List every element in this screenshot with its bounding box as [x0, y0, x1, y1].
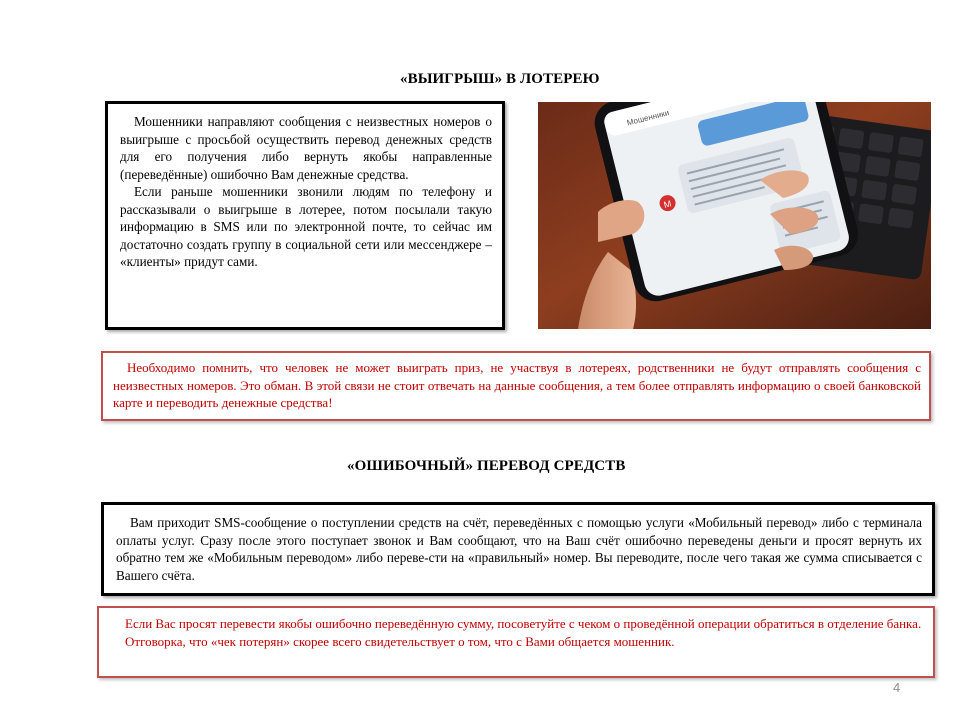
lottery-warning-text: Необходимо помнить, что человек не может выиграть приз, не участвуя в лотереях, родственники не будут отправлять сообщения с неизвестных номеров. Это обман. В этой связи не стоит отвечать на данные сообщения, а тем более отправлять информацию о своей банковской карте и переводить денежные средства!: [113, 360, 921, 410]
transfer-advice-box: [97, 606, 935, 678]
contact-name: Мошенники: [625, 108, 671, 128]
section-title-lottery: «ВЫИГРЫШ» В ЛОТЕРЕЮ: [400, 71, 600, 87]
transfer-paragraph: Вам приходит SMS-сообщение о поступлении средств на счёт, переведённых с помощью услуги «Мобильный перевод» либо с терминала оплаты услуг. Сразу после этого поступает звонок и Вам сообщают, что на Ваш счёт ошибочно переведены деньги и просят вернуть их обратно тем же «Мобильным переводом» либо переве-сти на «правильный» номер. Вы переводите, после чего такая же сумма списывается с Вашего счёта.: [116, 515, 922, 583]
section-title-erroneous-transfer: «ОШИБОЧНЫЙ» ПЕРЕВОД СРЕДСТВ: [347, 458, 626, 474]
transfer-advice-2: Отговорка, что «чек потерян» скорее всего свидетельствует о том, что с Вами общается мошенник.: [125, 633, 675, 649]
lottery-paragraph-2: Если раньше мошенники звонили людям по телефону и рассказывали о выигрыше в лотерее, потом посылали такую информацию в SMS или по электронной почте, то сейчас им достаточно создать группу в социальной сети или мессенджере – «клиенты» придут сами.: [120, 184, 492, 269]
page-number: 4: [893, 680, 901, 695]
transfer-advice-1: Если Вас просят перевести якобы ошибочно переведённую сумму, посоветуйте с чеком о проведённой операции обратиться в отделение банка.: [125, 616, 922, 631]
sender-initial: М: [662, 198, 673, 210]
lottery-description-box: [105, 101, 505, 330]
transfer-description-box: [101, 502, 935, 596]
lottery-paragraph-1: Мошенники направляют сообщения с неизвестных номеров о выигрыше с просьбой осуществить перевод денежных средств для его получения либо вернуть якобы направленные (переведённые) ошибочно Вам денежные средства.: [120, 114, 492, 182]
phone-sms-photo: [538, 102, 931, 329]
lottery-warning-box: [101, 351, 931, 421]
